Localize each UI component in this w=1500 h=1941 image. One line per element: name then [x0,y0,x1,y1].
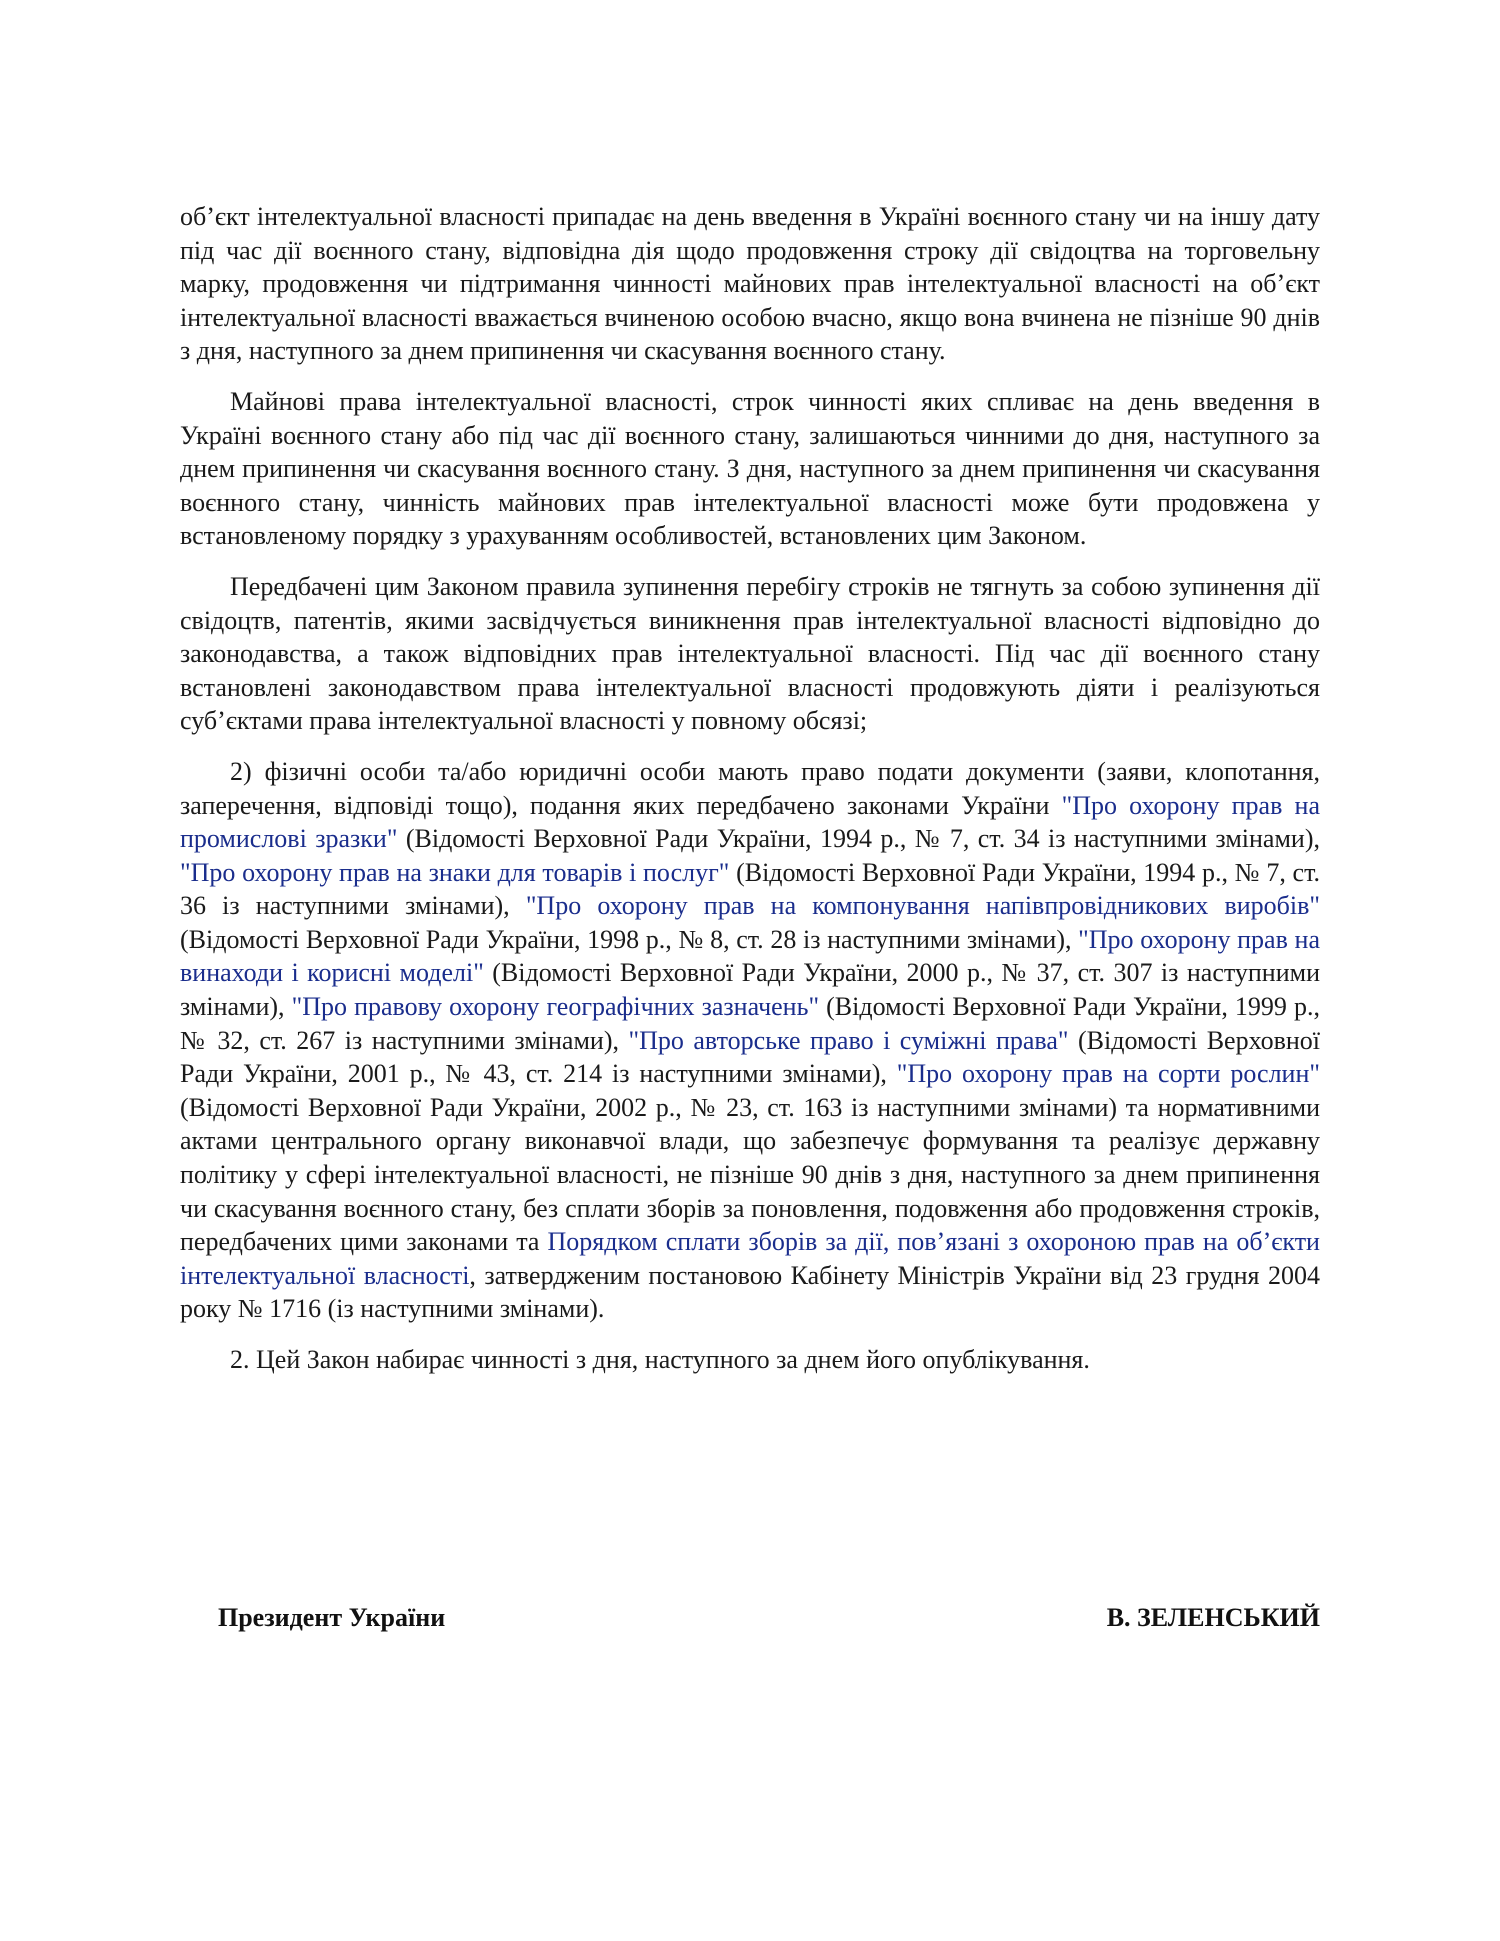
paragraph-suspension-rules: Передбачені цим Законом правила зупинення перебігу строків не тягнуть за собою зупинення дії свідоцтв, патентів, якими засвідчується виникнення прав інтелектуальної власності відповідно до законодавства, а також відповідних прав інтелектуальної власності. Під час дії воєнного стану встановлені законодавством права інтелектуальної власності продовжують діяти і реалізуються суб’єктами права інтелектуальної власності у повному обсязі; [180,571,1320,736]
link-copyright-law[interactable]: "Про авторське право і суміжні права" [628,1025,1069,1055]
link-fees-procedure[interactable]: Порядком сплати зборів за дії, пов’язані з охороною прав на об’єкти інтелектуальної власності [180,1227,1320,1290]
paragraph-continuation: об’єкт інтелектуальної власності припадає на день введення в Україні воєнного стану чи на іншу дату під час дії воєнного стану, відповідна дія щодо продовження строку дії свідоцтва на торговельну марку, продовження чи підтримання чинності майнових прав інтелектуальної власності на об’єкт інтелектуальної власності вважається вчиненою особою вчасно, якщо вона вчинена не пізніше 90 днів з дня, наступного за днем припинення чи скасування воєнного стану. [180,202,1320,366]
link-trademarks-law[interactable]: "Про охорону прав на знаки для товарів і послуг" [180,857,730,887]
item-2-text-6: (Відомості Верховної Ради України, 1999 р., № 32, ст. 267 із наступними змінами), [180,992,1320,1055]
link-industrial-designs-law[interactable]: "Про охорону прав на промислові зразки" [180,790,1320,854]
item-2-text-5: (Відомості Верховної Ради України, 2000 р., № 37, ст. 307 із наступними змінами), [180,958,1320,1022]
item-2-text-2: (Відомості Верховної Ради України, 1994 р., № 7, ст. 34 із наступними змінами), [397,824,1320,854]
document-body [180,200,1320,1394]
paragraph-entry-into-force: 2. Цей Закон набирає чинності з дня, наступного за днем його опублікування. [230,1345,1090,1374]
signature-name: В. ЗЕЛЕНСЬКИЙ [1106,1603,1320,1632]
link-inventions-law[interactable]: "Про охорону прав на винаходи і корисні моделі" [180,924,1320,988]
link-plant-varieties-law[interactable]: "Про охорону прав на сорти рослин" [896,1059,1320,1089]
link-geographical-indications-law[interactable]: "Про правову охорону географічних зазначень" [291,992,820,1022]
signature-position: Президент України [218,1603,446,1632]
signature-block [218,1603,1320,1633]
item-2-text-3: (Відомості Верховної Ради України, 1994 р., № 7, ст. 36 із наступними змінами), [180,857,1320,921]
item-2-text-8: (Відомості Верховної Ради України, 2002 р., № 23, ст. 163 із наступними змінами) та нормативними актами центрального органу виконавчої влади, що забезпечує формування та реалізує державну політику у сфері інтелектуальної власності, не пізніше 90 днів з дня, наступного за днем припинення чи скасування воєнного стану, без сплати зборів за поновлення, подовження або продовження строків, передбачених цими законами та [180,1092,1320,1257]
paragraph-item-2 [180,755,1320,1326]
item-2-text-4: (Відомості Верховної Ради України, 1998 р., № 8, ст. 28 із наступними змінами), [180,924,1079,954]
link-semiconductor-layouts-law[interactable]: "Про охорону прав на компонування напівпровідникових виробів" [525,891,1320,921]
item-2-text-1: 2) фізичні особи та/або юридичні особи мають право подати документи (заяви, клопотання, заперечення, відповіді тощо), подання яких передбачено законами України [180,756,1320,820]
item-2-text-7: (Відомості Верховної Ради України, 2001 р., № 43, ст. 214 із наступними змінами), [180,1025,1321,1089]
item-2-text-9: , затвердженим постановою Кабінету Міністрів України від 23 грудня 2004 року № 1716 (із наступними змінами). [180,1260,1320,1324]
paragraph-property-rights: Майнові права інтелектуальної власності, строк чинності яких спливає на день введення в Україні воєнного стану або під час дії воєнного стану, залишаються чинними до дня, наступного за днем припинення чи скасування воєнного стану. З дня, наступного за днем припинення чи скасування воєнного стану, чинність майнових прав інтелектуальної власності може бути продовжена у встановленому порядку з урахуванням особливостей, встановлених цим Законом. [180,386,1320,551]
